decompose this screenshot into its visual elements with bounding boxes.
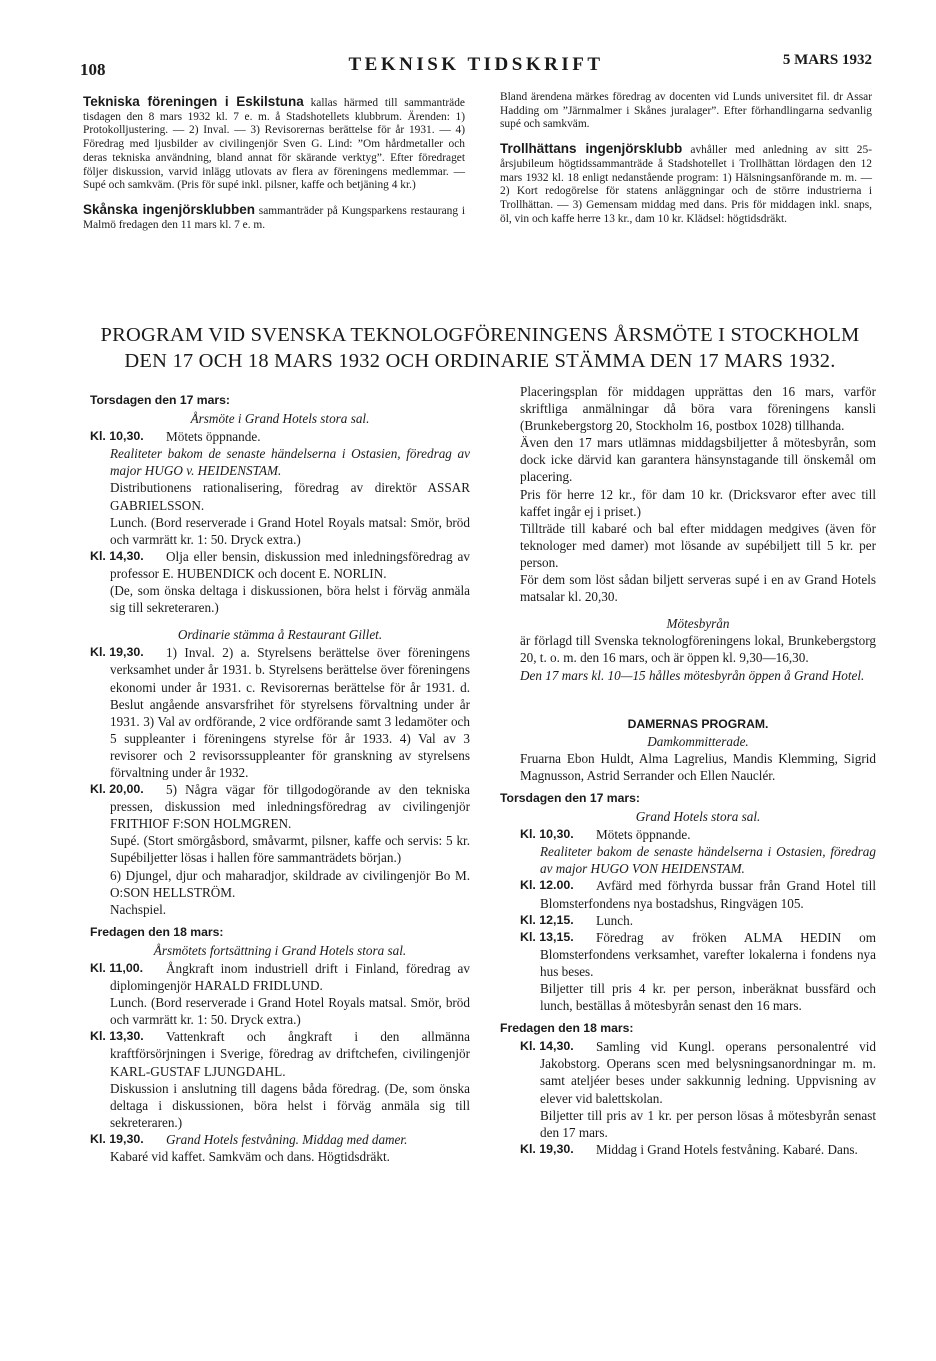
program-item <box>520 1038 876 1106</box>
program-item <box>520 912 876 929</box>
day-heading: Fredagen den 18 mars: <box>500 1021 634 1036</box>
program-heading-line: PROGRAM VID SVENSKA TEKNOLOGFÖRENINGENS ÅRSMÖTE I STOCKHOLM <box>100 324 860 346</box>
item-time: Kl. 14,30. <box>520 1039 574 1054</box>
day-heading: Torsdagen den 17 mars: <box>90 393 230 407</box>
program-left-column <box>90 388 470 1165</box>
notices-left <box>83 95 465 232</box>
item-time: Kl. 13,15. <box>520 929 574 944</box>
day-heading: Torsdagen den 17 mars: <box>500 790 640 805</box>
paragraph: För dem som löst sådan biljett serveras supé i en av Grand Hotels matsalar kl. 20,30. <box>520 572 876 605</box>
section-title: Mötesbyrån <box>666 616 730 632</box>
item-text: Mötets öppnande. <box>596 827 691 843</box>
item-text: Föredrag av fröken ALMA HEDIN om Blomsterfondens verksamhet, varefter lokalerna i fondens nya hus beses. <box>540 929 876 979</box>
item-time: Kl. 20,00. <box>90 782 144 797</box>
program-item <box>90 644 470 781</box>
notice-text: Bland ärendena märkes föredrag av docenten vid Lunds universitet fil. dr Assar Hadding om ”Järnmalmer i Skånes juralager”. Efter förhandlingarna sedvanlig supé och samkväm. <box>500 91 872 131</box>
item-text: Samling vid Kungl. operans personalentré vid Jakobstorg. Operans scen med belysningsanordningar m. m. samt ateljéer beses under sakkunnig ledning. Uppvisning av elever vid balettskolan. <box>540 1039 876 1106</box>
program-item <box>520 826 876 843</box>
item-time: Kl. 19,30. <box>90 1131 144 1146</box>
item-text: Lunch. <box>596 912 633 928</box>
item-note: Nachspiel. <box>110 901 167 917</box>
item-note: (De, som önska deltaga i diskussionen, böra helst i förväg anmäla sig till sekreteraren.) <box>110 583 470 616</box>
venue: Årsmöte i Grand Hotels stora sal. <box>190 411 370 427</box>
paragraph: Placeringsplan för middagen upprättas den 16 mars, varför skriftliga anmälningar då böra vara föreningens kansli (Brunkebergstorg 20, Stockholm 16, postbox 1028) tillhanda. <box>520 384 876 434</box>
notices-right <box>500 91 872 226</box>
paragraph: Fruarna Ebon Huldt, Alma Lagrelius, Mandis Klemming, Sigrid Magnusson, Astrid Serrander och Ellen Nauclér. <box>520 750 876 783</box>
lecture-title: Realiteter bakom de senaste händelserna i Ostasien, föredrag av major HUGO v. HEIDENSTAM. <box>110 446 470 479</box>
program-item <box>90 428 470 445</box>
issue-date: 5 MARS 1932 <box>782 52 872 68</box>
item-note: Kabaré vid kaffet. Samkväm och dans. Högtidsdräkt. <box>110 1149 390 1165</box>
program-item <box>520 877 876 911</box>
paragraph: är förlagd till Svenska teknologföreningens lokal, Brunkebergstorg 20, t. o. m. den 16 mars, och är öppen kl. 9,30—16,30. <box>520 633 876 666</box>
item-note: Biljetter till pris 4 kr. per person, inberäknat bussfärd och lunch, beställas å mötesbyrån senast den 16 mars. <box>540 981 876 1014</box>
venue: Årsmötets fortsättning i Grand Hotels stora sal. <box>153 942 407 958</box>
lunch-note: Lunch. (Bord reserverade i Grand Hotel Royals matsal: Smör, bröd och varmrätt kr. 1: 50. Dryck extra.) <box>110 514 470 547</box>
venue: Ordinarie stämma å Restaurant Gillet. <box>177 627 383 643</box>
item-time: Kl. 10,30. <box>90 429 144 444</box>
notice-eskilstuna <box>83 95 465 193</box>
notice-lead: Tekniska föreningen i Eskilstuna <box>83 94 304 109</box>
item-text: 5) Några vägar för tillgodogörande av den tekniska pressen, diskussion med inledningsföredrag av civilingenjör FRITHIOF F:SON HOLMGREN. <box>110 782 470 832</box>
item-text: Mötets öppnande. <box>166 429 261 445</box>
section-title: DAMERNAS PROGRAM. <box>627 716 769 731</box>
lecture-title: Realiteter bakom de senaste händelserna i Ostasien, föredrag av major HUGO VON HEIDENSTAM. <box>540 844 876 877</box>
item-text: Grand Hotels festvåning. Middag med damer. <box>166 1131 408 1147</box>
notice-lund <box>500 91 872 132</box>
venue: Grand Hotels stora sal. <box>635 809 761 825</box>
item-text: 1) Inval. 2) a. Styrelsens berättelse över föreningens verksamhet under år 1931. b. Styrelsens berättelse över föreningens ekonomi under år 1931. c. Revisorernas berättelse för år 1931. d. Beslut angående ansvarsfrihet för styrelsens förvaltning under år 1931. 3) Val av ordförande, 2 vice ordförande samt 3 ledamöter och 5 suppleanter i föreningens styrelse för år 1933. 4) Val av 3 revisorer och 2 revisorssuppleanter för granskning av styrelsens förvaltning under år 1932. <box>110 645 470 780</box>
item-time: Kl. 10,30. <box>520 827 574 842</box>
notice-text: sammanträder på Kungsparkens restaurang i Malmö fredagen den 11 mars kl. 7 e. m. <box>83 204 465 231</box>
item-time: Kl. 11,00. <box>90 961 144 975</box>
lunch-note: Lunch. (Bord reserverade i Grand Hotel Royals matsal. Smör, bröd och varmrätt kr. 1: 50. Dryck extra.) <box>110 995 470 1028</box>
program-item <box>90 781 470 832</box>
item-note: Diskussion i anslutning till dagens båda föredrag. (De, som önska deltaga i diskussionen, böra helst i förväg anmäla sig till sekreteraren.) <box>110 1080 470 1130</box>
program-right-column <box>500 383 876 1158</box>
item-text: Ångkraft inom industriell drift i Finland, föredrag av diplomingenjör HARALD FRIDLUND. <box>110 961 470 994</box>
item-note: Biljetter till pris av 1 kr. per person lösas å mötesbyrån senast den 17 mars. <box>540 1107 876 1140</box>
program-item <box>90 1028 470 1079</box>
paragraph: Den 17 mars kl. 10—15 hålles mötesbyrån öppen å Grand Hotel. <box>520 667 865 683</box>
notice-text: kallas härmed till sammanträde tisdagen den 8 mars 1932 kl. 7 e. m. å Stadshotellets klubbrum. Ärenden: 1) Protokolljustering. — 2) Inval. — 3) Revisorernas berättelse för år 1931. — 4) Föredrag med ljusbilder av civilingenjör Sven G. Lind: ”Om hårdmetaller och deras tekniska användning, bland annat för skärande verktyg”. Efter föredraget följer diskussion, varvid inlägg utlovats av flera av föreningens medlemmar. — Supé och samkväm. (Pris för supé inkl. pilsner, kaffe och betjäning 4 kr.) <box>83 97 465 192</box>
program-item <box>520 929 876 980</box>
notice-trollhattan <box>500 142 872 226</box>
paragraph: Även den 17 mars utlämnas middagsbiljetter å mötesbyrån, som dock icke därvid kan garantera hänsynstagande till önskemål om placering. <box>520 435 876 485</box>
item-time: Kl. 13,30. <box>90 1029 144 1044</box>
program-item <box>520 1141 876 1158</box>
program-item <box>90 1131 470 1148</box>
item-note: Supé. (Stort smörgåsbord, småvarmt, pilsner, kaffe och servis: 5 kr. Supébiljetter lösas i hallen före sammanträdets början.) <box>110 833 470 866</box>
notice-skanska <box>83 203 465 232</box>
notice-lead: Skånska ingenjörsklubben <box>83 201 255 217</box>
item-text: Olja eller bensin, diskussion med inledningsföredrag av professor E. HUBENDICK och docent E. NORLIN. <box>110 548 470 581</box>
page-header <box>80 52 872 80</box>
lecture-title: Distributionens rationalisering, föredrag av direktör ASSAR GABRIELSSON. <box>110 480 470 513</box>
program-heading <box>90 322 870 374</box>
journal-title: TEKNISK TIDSKRIFT <box>348 54 604 75</box>
item-time: Kl. 12,15. <box>520 912 574 927</box>
paragraph: Pris för herre 12 kr., för dam 10 kr. (Dricksvaror efter avec till kaffet ingår ej i priset.) <box>520 486 876 519</box>
notice-lead: Trollhättans ingenjörsklubb <box>500 141 683 157</box>
paragraph: Tillträde till kabaré och bal efter middagen medgives (även för teknologer med damer) mot lösande av supébiljett till 5 kr. per person. <box>520 520 876 570</box>
program-item <box>90 548 470 582</box>
notice-text: avhåller med anledning av sitt 25-årsjubileum högtidssammanträde å Stadshotellet i Trollhättan lördagen den 12 mars 1932 kl. 18 enligt nedanstående program: 1) Hälsningsanförande m. m. — 2) Kort redogörelse för statens anläggningar och de större industrierna i Trollhättan. — 3) Gemensam middag med dans. Pris för middagen inkl. snaps, öl, vin och kaffe herre 13 kr., dam 10 kr. Klädsel: högtidsdräkt. <box>500 144 872 225</box>
item-text: Avfärd med förhyrda bussar från Grand Hotel till Blomsterfondens nya bostadshus, Ringvägen 105. <box>540 878 876 911</box>
item-text: Vattenkraft och ångkraft i den allmänna kraftförsörjningen i Sverige, föredrag av driftchefen, civilingenjör KARL-GUSTAF LJUNGDAHL. <box>110 1029 470 1079</box>
program-heading-line: DEN 17 OCH 18 MARS 1932 OCH ORDINARIE STÄMMA DEN 17 MARS 1932. <box>124 350 836 372</box>
item-time: Kl. 12.00. <box>520 878 574 893</box>
item-time: Kl. 19,30. <box>520 1141 574 1156</box>
item-time: Kl. 19,30. <box>90 645 144 660</box>
item-time: Kl. 14,30. <box>90 548 144 563</box>
item-text: Middag i Grand Hotels festvåning. Kabaré. Dans. <box>596 1141 858 1157</box>
program-item <box>90 960 470 994</box>
page-number: 108 <box>80 60 106 79</box>
item-note: 6) Djungel, djur och maharadjor, skildrade av civilingenjör Bo M. O:SON HELLSTRÖM. <box>110 867 470 900</box>
day-heading: Fredagen den 18 mars: <box>90 924 224 939</box>
section-subtitle: Damkommitterade. <box>647 733 749 749</box>
